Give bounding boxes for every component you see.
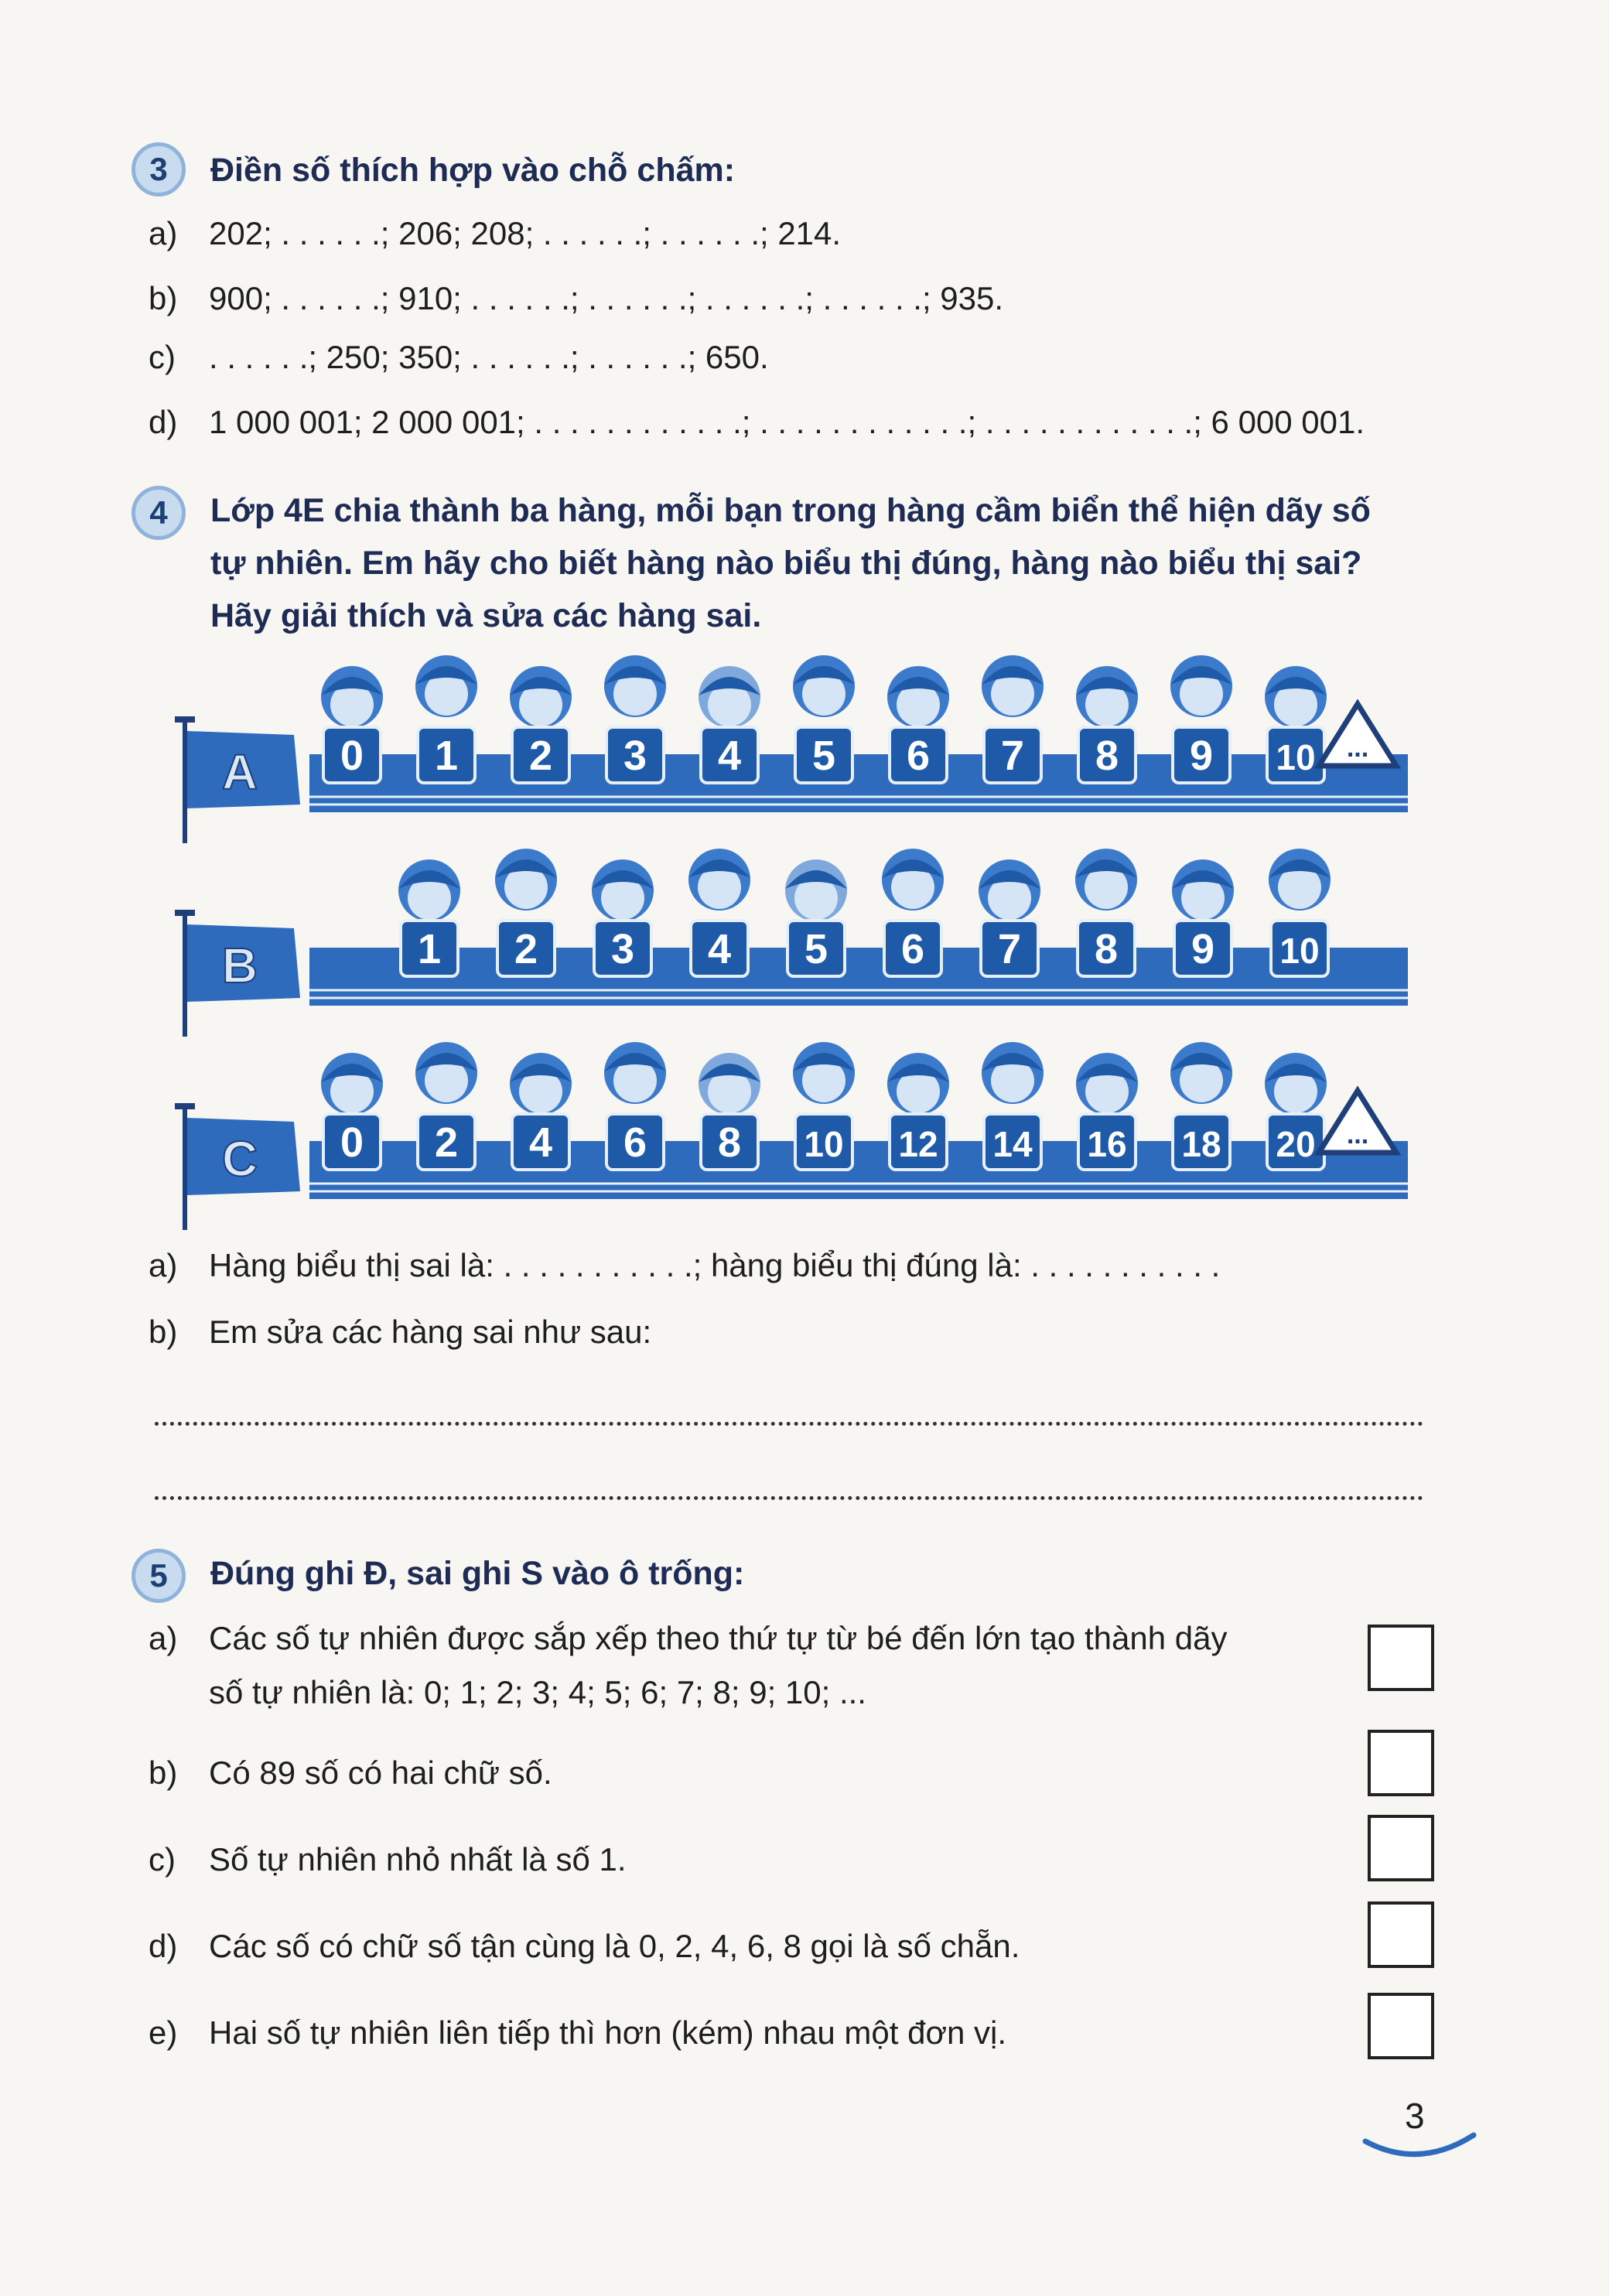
number-row-a — [175, 655, 1408, 843]
q5-item-c-label: c) — [149, 1841, 176, 1877]
number-card-label: 2 — [528, 733, 553, 779]
number-card-label: 2 — [514, 926, 538, 972]
number-card-label: 8 — [1095, 733, 1119, 779]
child-figure — [793, 1042, 855, 1104]
page-number: 3 — [1405, 2096, 1425, 2136]
child-figure — [699, 1053, 760, 1115]
q4-title-line-1: Lớp 4E chia thành ba hàng, mỗi bạn trong hàng cầm biển thể hiện dãy số — [210, 492, 1371, 529]
child-figure — [882, 849, 944, 911]
q5-item-a-label: a) — [149, 1620, 178, 1656]
q4-title-line-2: tự nhiên. Em hãy cho biết hàng nào biểu thị đúng, hàng nào biểu thị sai? — [210, 545, 1362, 582]
child-figure — [398, 859, 460, 921]
number-card-label: 10 — [804, 1124, 844, 1164]
child-figure — [688, 849, 750, 911]
q3-item-b-label: b) — [149, 280, 178, 316]
q5-item-e — [149, 2010, 1006, 2056]
q5-item-c — [149, 1836, 627, 1883]
child-figure — [887, 1053, 949, 1115]
q5-title: Đúng ghi Đ, sai ghi S vào ô trống: — [210, 1555, 745, 1592]
q3-title: Điền số thích hợp vào chỗ chấm: — [210, 152, 736, 189]
q3-item-d-label: d) — [149, 404, 178, 440]
number-card-label: 6 — [906, 733, 931, 779]
child-figure — [1172, 859, 1234, 921]
q3-item-d — [149, 399, 1365, 446]
child-figure — [1170, 655, 1232, 717]
continuation-ellipsis: ... — [1346, 733, 1369, 763]
number-card-label: 16 — [1087, 1124, 1127, 1164]
q5-item-d-text: Các số có chữ số tận cùng là 0, 2, 4, 6, 8 gọi là số chẵn. — [209, 1928, 1020, 1964]
q5-item-c-answer-box[interactable] — [1368, 1815, 1434, 1881]
number-card-label: 0 — [340, 733, 364, 779]
number-card-label: 4 — [528, 1119, 553, 1166]
child-figure — [321, 666, 383, 728]
number-card-label: 6 — [900, 926, 925, 972]
child-figure — [604, 1042, 666, 1104]
q5-item-c-text: Số tự nhiên nhỏ nhất là số 1. — [209, 1841, 627, 1877]
child-figure — [415, 1042, 477, 1104]
number-card-label: 7 — [997, 926, 1022, 972]
number-card-label: 9 — [1189, 733, 1214, 779]
child-figure — [982, 655, 1044, 717]
number-card-label: 3 — [610, 926, 635, 972]
q5-item-a-text: Các số tự nhiên được sắp xếp theo thứ tự từ bé đến lớn tạo thành dãy — [209, 1620, 1228, 1656]
number-card-label: 5 — [811, 733, 836, 779]
q4-answer-a — [149, 1242, 1220, 1289]
q5-number-badge: 5 — [132, 1549, 186, 1603]
q5-item-a-line2: số tự nhiên là: 0; 1; 2; 3; 4; 5; 6; 7; 8; 9; 10; ... — [209, 1674, 866, 1710]
child-figure — [887, 666, 949, 728]
child-figure — [604, 655, 666, 717]
number-card-label: 1 — [434, 733, 459, 779]
q3-item-a-text: 202; . . . . . .; 206; 208; . . . . . .; . . . . . .; 214. — [209, 215, 842, 251]
continuation-ellipsis: ... — [1346, 1120, 1369, 1150]
q5-item-d-answer-box[interactable] — [1368, 1901, 1434, 1968]
number-card-label: 8 — [717, 1119, 742, 1166]
q3-item-c-label: c) — [149, 339, 176, 375]
q4-title-line-3: Hãy giải thích và sửa các hàng sai. — [210, 597, 762, 634]
q5-item-d — [149, 1923, 1020, 1970]
number-card-label: 14 — [992, 1124, 1033, 1164]
number-card-label: 3 — [623, 733, 647, 779]
q5-item-b — [149, 1750, 552, 1796]
child-figure — [1265, 666, 1327, 728]
number-card-label: 18 — [1181, 1124, 1221, 1164]
row-flag-letter: A — [221, 744, 258, 800]
q4-answer-b-text: Em sửa các hàng sai như sau: — [209, 1314, 652, 1350]
child-figure — [1170, 1042, 1232, 1104]
number-card-label: 7 — [1000, 733, 1025, 779]
number-card-label: 1 — [417, 926, 442, 972]
number-card-label: 4 — [707, 926, 732, 972]
number-card-label: 9 — [1191, 926, 1215, 972]
q5-item-b-label: b) — [149, 1754, 178, 1791]
q3-item-a-label: a) — [149, 215, 178, 251]
q3-item-a — [149, 210, 841, 257]
child-figure — [793, 655, 855, 717]
number-card-label: 10 — [1279, 931, 1320, 971]
number-card-label: 5 — [804, 926, 828, 972]
number-card-label: 12 — [898, 1124, 938, 1164]
child-figure — [510, 666, 572, 728]
number-row-c — [175, 1042, 1408, 1230]
number-card-label: 20 — [1276, 1124, 1316, 1164]
q3-item-d-text: 1 000 001; 2 000 001; . . . . . . . . . . . .; . . . . . . . . . . . .; . . . . . . . . . . . .; 6 000 001. — [209, 404, 1365, 440]
number-card-label: 10 — [1276, 737, 1316, 777]
child-figure — [1269, 849, 1331, 911]
child-figure — [1076, 1053, 1138, 1115]
q3-item-b — [149, 275, 1003, 322]
q5-item-a — [149, 1615, 1227, 1662]
number-card-label: 4 — [717, 733, 742, 779]
q4-answer-line-2[interactable] — [155, 1496, 1423, 1500]
q5-item-a-answer-box[interactable] — [1368, 1625, 1434, 1691]
q5-item-e-label: e) — [149, 2014, 178, 2051]
row-flag-letter: C — [221, 1131, 258, 1187]
number-card-label: 6 — [623, 1119, 647, 1166]
child-figure — [979, 859, 1040, 921]
q3-number-badge: 3 — [132, 142, 186, 196]
q3-item-b-text: 900; . . . . . .; 910; . . . . . .; . . . . . .; . . . . . .; . . . . . .; 935. — [209, 280, 1004, 316]
q4-answer-a-label: a) — [149, 1247, 178, 1283]
number-card-label: 8 — [1094, 926, 1119, 972]
number-rows-illustration — [162, 650, 1423, 1238]
q4-answer-b — [149, 1309, 651, 1355]
q3-item-c — [149, 334, 769, 381]
child-figure — [510, 1053, 572, 1115]
q5-item-d-label: d) — [149, 1928, 178, 1964]
q5-item-b-text: Có 89 số có hai chữ số. — [209, 1754, 552, 1791]
q3-item-c-text: . . . . . .; 250; 350; . . . . . .; . . . . . .; 650. — [209, 339, 769, 375]
child-figure — [321, 1053, 383, 1115]
child-figure — [785, 859, 847, 921]
q4-answer-a-text: Hàng biểu thị sai là: . . . . . . . . . . .; hàng biểu thị đúng là: . . . . . . . . . . . — [209, 1247, 1221, 1283]
child-figure — [1076, 666, 1138, 728]
q4-answer-b-label: b) — [149, 1314, 178, 1350]
child-figure — [1075, 849, 1137, 911]
number-card-label: 2 — [434, 1119, 459, 1166]
child-figure — [982, 1042, 1044, 1104]
number-row-b — [175, 849, 1408, 1037]
page-number-swoosh — [1361, 2127, 1477, 2166]
row-flag-letter: B — [221, 938, 258, 993]
q4-number-badge: 4 — [132, 486, 186, 540]
child-figure — [415, 655, 477, 717]
number-card-label: 0 — [340, 1119, 364, 1166]
q5-item-e-answer-box[interactable] — [1368, 1993, 1434, 2059]
child-figure — [495, 849, 557, 911]
child-figure — [592, 859, 654, 921]
q5-item-b-answer-box[interactable] — [1368, 1730, 1434, 1796]
q4-answer-line-1[interactable] — [155, 1422, 1423, 1426]
child-figure — [1265, 1053, 1327, 1115]
q5-item-e-text: Hai số tự nhiên liên tiếp thì hơn (kém) nhau một đơn vị. — [209, 2014, 1007, 2051]
child-figure — [699, 666, 760, 728]
